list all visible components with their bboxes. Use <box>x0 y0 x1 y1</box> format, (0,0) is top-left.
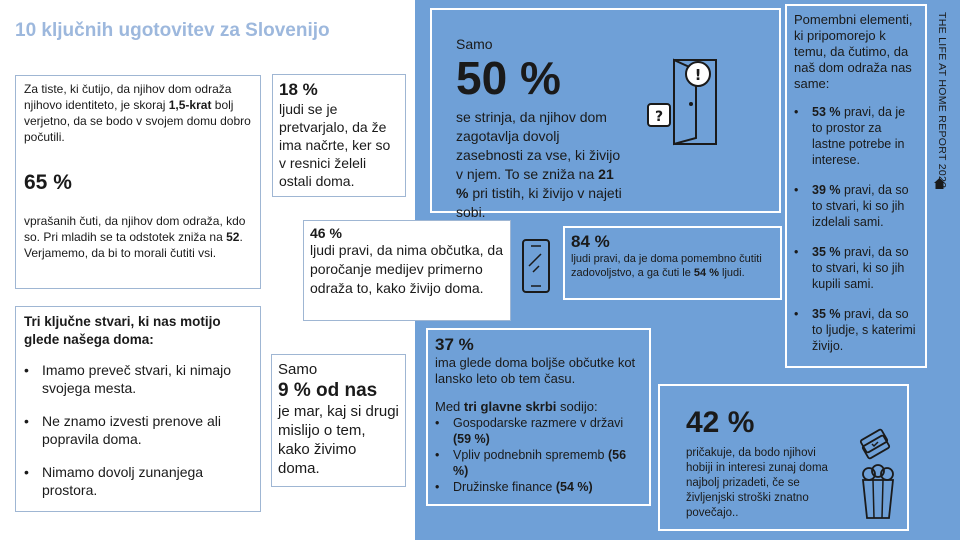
list-item: • Ne znamo izvesti prenove ali popravila doma. <box>24 412 252 448</box>
media-percent: 46 % <box>310 225 342 241</box>
list-item: • Gospodarske razmere v državi (59 %) <box>435 415 642 447</box>
svg-text:?: ? <box>654 109 664 125</box>
list-item: • Nimamo dovolj zunanjega prostora. <box>24 463 252 499</box>
pretend-box <box>272 74 406 197</box>
door-question-icon <box>646 52 726 152</box>
outlook-box <box>426 328 651 506</box>
popcorn-icon <box>860 464 896 520</box>
identity-detail: vprašanih čuti, da njihov dom odraža, kdo so. Pri mladih se ta odstotek zniža na 52. Verjamemo, da bi to morali čutiti vsi. <box>24 214 246 260</box>
satisfaction-percent: 84 % <box>571 232 610 251</box>
outlook-text: ima glede doma boljše občutke kot lansko leto ob tem času. <box>435 355 636 386</box>
identity-percent: 65 % <box>24 171 72 194</box>
list-item: • 39 % pravi, da so to stvari, ki so jih izdelali sami. <box>794 182 918 230</box>
elements-list <box>794 104 918 354</box>
identity-intro: Za tiste, ki čutijo, da njihov dom odraža njihovo identiteto, je skoraj 1,5-krat bolj verjetno, da se bodo v svojem domu dobro počutili. <box>24 82 251 144</box>
outlook-percent: 37 % <box>435 335 474 354</box>
privacy-box <box>430 8 781 220</box>
page-title: 10 ključnih ugotovitev za Slovenijo <box>15 20 330 41</box>
care-text: je mar, kaj si drugi mislijo o tem, kako živimo doma. <box>278 403 399 477</box>
phone-icon <box>521 238 551 294</box>
care-box <box>271 354 406 487</box>
identity-box <box>15 75 261 289</box>
satisfaction-box <box>563 226 782 300</box>
list-item: • Imamo preveč stvari, ki nimajo svojega mesta. <box>24 361 252 397</box>
care-pre: Samo <box>278 361 318 378</box>
satisfaction-text: ljudi pravi, da je doma pomembno čutiti zadovoljstvo, a ga čuti le 54 % ljudi. <box>571 253 762 279</box>
pretend-percent: 18 % <box>279 80 318 99</box>
annoyances-box <box>15 306 261 512</box>
svg-text:!: ! <box>694 66 702 84</box>
care-percent: 9 % od nas <box>278 380 378 401</box>
list-item: • Družinske finance (54 %) <box>435 479 642 495</box>
hobbies-text: pričakuje, da bodo njihovi hobiji in interesi zunaj doma najbolj prizadeti, če se življenjski stroški znatno povečajo.. <box>686 447 828 519</box>
elements-box <box>785 4 927 368</box>
list-item: • 53 % pravi, da je to prostor za lastne potrebe in interese. <box>794 104 918 168</box>
media-box <box>303 220 511 321</box>
report-label: THE LIFE AT HOME REPORT 2022 <box>936 12 948 189</box>
hobbies-box <box>658 384 909 531</box>
privacy-text: se strinja, da njihov dom zagotavlja dovolj zasebnosti za vse, ki živijo v njem. To se zniža na 21 % pri tistih, ki živijo v najeti sobi. <box>456 109 622 220</box>
worries-list <box>435 415 642 495</box>
hobbies-percent: 42 % <box>686 406 755 439</box>
privacy-percent: 50 % <box>456 52 561 104</box>
annoyances-heading: Tri ključne stvari, ki nas motijo glede našega doma: <box>24 314 221 347</box>
annoyances-list <box>24 361 252 499</box>
privacy-pre: Samo <box>456 36 493 52</box>
elements-intro: Pomembni elementi, ki pripomorejo k temu, da čutimo, da naš dom odraža nas same: <box>794 12 913 91</box>
side-label <box>930 12 948 192</box>
tickets-icon <box>856 426 892 460</box>
list-item: • Vpliv podnebnih sprememb (56 %) <box>435 447 642 479</box>
worries-heading: Med tri glavne skrbi sodijo: <box>435 399 598 414</box>
media-text: ljudi pravi, da nima občutka, da poročanje medijev primerno odraža to, kako živijo doma. <box>310 242 503 296</box>
list-item: • 35 % pravi, da so to stvari, ki so jih kupili sami. <box>794 244 918 292</box>
list-item: • 35 % pravi, da so to ljudje, s katerimi živijo. <box>794 306 918 354</box>
pretend-text: ljudi se je pretvarjalo, da že ima načrte, ker so v resnici želeli ostali doma. <box>279 101 391 189</box>
